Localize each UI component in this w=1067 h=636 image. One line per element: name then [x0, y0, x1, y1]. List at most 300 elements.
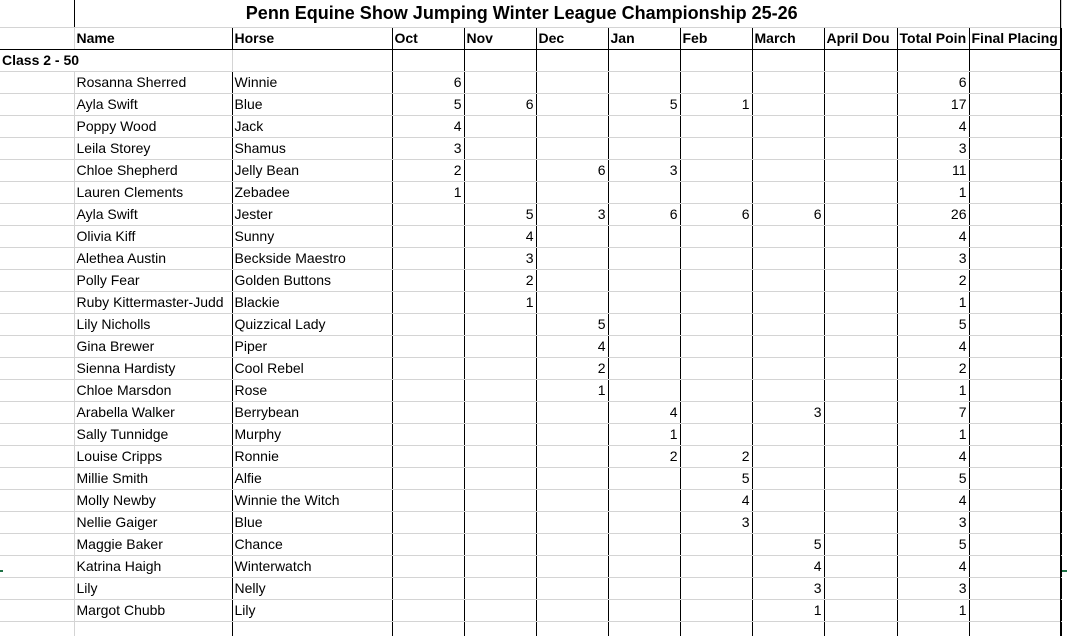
horse-name-cell[interactable]: Ronnie	[232, 445, 392, 467]
rider-name-cell[interactable]: Lily	[74, 577, 232, 599]
final-placing-cell[interactable]	[969, 445, 1061, 467]
row-index-cell[interactable]	[0, 489, 74, 511]
rider-name-cell[interactable]: Rosanna Sherred	[74, 71, 232, 93]
final-placing-cell[interactable]	[969, 577, 1061, 599]
feb-points-cell[interactable]: 4	[680, 489, 752, 511]
oct-points-cell[interactable]	[392, 203, 464, 225]
rider-name-cell[interactable]: Lauren Clements	[74, 181, 232, 203]
nov-points-cell[interactable]	[464, 159, 536, 181]
dec-points-cell[interactable]	[536, 467, 608, 489]
oct-points-cell[interactable]	[392, 533, 464, 555]
row-index-cell[interactable]	[0, 313, 74, 335]
oct-points-cell[interactable]	[392, 247, 464, 269]
jan-points-cell[interactable]	[608, 115, 680, 137]
march-points-cell[interactable]	[752, 137, 824, 159]
row-index-cell[interactable]	[0, 203, 74, 225]
final-placing-cell[interactable]	[969, 291, 1061, 313]
nov-points-cell[interactable]	[464, 577, 536, 599]
total-points-cell[interactable]: 3	[897, 577, 969, 599]
header-blank[interactable]	[0, 27, 74, 49]
final-placing-cell[interactable]	[969, 467, 1061, 489]
class-cell[interactable]	[824, 49, 897, 71]
row-index-cell[interactable]	[0, 335, 74, 357]
final-placing-cell[interactable]	[969, 313, 1061, 335]
oct-points-cell[interactable]: 1	[392, 181, 464, 203]
class-cell[interactable]	[752, 49, 824, 71]
sheet-title[interactable]: Penn Equine Show Jumping Winter League Championship 25-26	[74, 0, 969, 27]
april-points-cell[interactable]	[824, 115, 897, 137]
horse-name-cell[interactable]: Quizzical Lady	[232, 313, 392, 335]
oct-points-cell[interactable]: 3	[392, 137, 464, 159]
nov-points-cell[interactable]	[464, 555, 536, 577]
rider-name-cell[interactable]: Arabella Walker	[74, 401, 232, 423]
row-index-cell[interactable]	[0, 577, 74, 599]
dec-points-cell[interactable]	[536, 137, 608, 159]
feb-points-cell[interactable]: 2	[680, 445, 752, 467]
horse-name-cell[interactable]: Cool Rebel	[232, 357, 392, 379]
april-points-cell[interactable]	[824, 203, 897, 225]
march-points-cell[interactable]: 4	[752, 555, 824, 577]
dec-points-cell[interactable]	[536, 445, 608, 467]
row-index-cell[interactable]	[0, 181, 74, 203]
april-points-cell[interactable]	[824, 225, 897, 247]
feb-points-cell[interactable]	[680, 247, 752, 269]
horse-name-cell[interactable]: Shamus	[232, 137, 392, 159]
march-points-cell[interactable]	[752, 181, 824, 203]
total-points-cell[interactable]: 5	[897, 533, 969, 555]
oct-points-cell[interactable]	[392, 225, 464, 247]
dec-points-cell[interactable]	[536, 599, 608, 621]
rider-name-cell[interactable]: Louise Cripps	[74, 445, 232, 467]
feb-points-cell[interactable]	[680, 577, 752, 599]
jan-points-cell[interactable]	[608, 357, 680, 379]
oct-points-cell[interactable]	[392, 555, 464, 577]
dec-points-cell[interactable]	[536, 225, 608, 247]
march-points-cell[interactable]	[752, 489, 824, 511]
oct-points-cell[interactable]	[392, 467, 464, 489]
total-points-cell[interactable]: 3	[897, 511, 969, 533]
april-points-cell[interactable]	[824, 555, 897, 577]
horse-name-cell[interactable]: Winnie the Witch	[232, 489, 392, 511]
jan-points-cell[interactable]	[608, 71, 680, 93]
dec-points-cell[interactable]: 4	[536, 335, 608, 357]
nov-points-cell[interactable]: 1	[464, 291, 536, 313]
final-placing-cell[interactable]	[969, 423, 1061, 445]
row-index-cell[interactable]	[0, 225, 74, 247]
total-points-cell[interactable]: 3	[897, 247, 969, 269]
total-points-cell[interactable]: 11	[897, 159, 969, 181]
horse-name-cell[interactable]: Piper	[232, 335, 392, 357]
final-placing-cell[interactable]	[969, 181, 1061, 203]
march-points-cell[interactable]: 3	[752, 577, 824, 599]
feb-points-cell[interactable]	[680, 357, 752, 379]
total-points-cell[interactable]: 1	[897, 291, 969, 313]
feb-points-cell[interactable]	[680, 225, 752, 247]
rider-name-cell[interactable]: Gina Brewer	[74, 335, 232, 357]
oct-points-cell[interactable]	[392, 445, 464, 467]
horse-name-cell[interactable]: Winterwatch	[232, 555, 392, 577]
row-index-cell[interactable]	[0, 511, 74, 533]
header-oct[interactable]: Oct	[392, 27, 464, 49]
march-points-cell[interactable]: 3	[752, 401, 824, 423]
horse-name-cell[interactable]: Beckside Maestro	[232, 247, 392, 269]
april-points-cell[interactable]	[824, 445, 897, 467]
final-placing-cell[interactable]	[969, 159, 1061, 181]
total-points-cell[interactable]: 4	[897, 335, 969, 357]
april-points-cell[interactable]	[824, 247, 897, 269]
header-name[interactable]: Name	[74, 27, 232, 49]
rider-name-cell[interactable]: Chloe Marsdon	[74, 379, 232, 401]
jan-points-cell[interactable]	[608, 291, 680, 313]
april-points-cell[interactable]	[824, 93, 897, 115]
total-points-cell[interactable]: 6	[897, 71, 969, 93]
nov-points-cell[interactable]	[464, 445, 536, 467]
jan-points-cell[interactable]	[608, 313, 680, 335]
row-index-cell[interactable]	[0, 291, 74, 313]
rider-name-cell[interactable]: Margot Chubb	[74, 599, 232, 621]
final-placing-cell[interactable]	[969, 335, 1061, 357]
april-points-cell[interactable]	[824, 313, 897, 335]
horse-name-cell[interactable]: Zebadee	[232, 181, 392, 203]
horse-name-cell[interactable]: Alfie	[232, 467, 392, 489]
feb-points-cell[interactable]: 5	[680, 467, 752, 489]
jan-points-cell[interactable]	[608, 533, 680, 555]
feb-points-cell[interactable]	[680, 115, 752, 137]
rider-name-cell[interactable]: Millie Smith	[74, 467, 232, 489]
march-points-cell[interactable]	[752, 159, 824, 181]
feb-points-cell[interactable]	[680, 313, 752, 335]
empty-cell[interactable]	[680, 621, 752, 636]
feb-points-cell[interactable]	[680, 599, 752, 621]
march-points-cell[interactable]	[752, 115, 824, 137]
march-points-cell[interactable]	[752, 423, 824, 445]
final-placing-cell[interactable]	[969, 401, 1061, 423]
nov-points-cell[interactable]	[464, 489, 536, 511]
total-points-cell[interactable]: 4	[897, 445, 969, 467]
feb-points-cell[interactable]	[680, 71, 752, 93]
march-points-cell[interactable]	[752, 357, 824, 379]
empty-cell[interactable]	[969, 621, 1061, 636]
rider-name-cell[interactable]: Maggie Baker	[74, 533, 232, 555]
header-final[interactable]: Final Placing	[969, 27, 1061, 49]
empty-cell[interactable]	[608, 621, 680, 636]
horse-name-cell[interactable]: Blackie	[232, 291, 392, 313]
horse-name-cell[interactable]: Lily	[232, 599, 392, 621]
horse-name-cell[interactable]: Jelly Bean	[232, 159, 392, 181]
row-index-cell[interactable]	[0, 467, 74, 489]
horse-name-cell[interactable]: Blue	[232, 93, 392, 115]
empty-cell[interactable]	[232, 621, 392, 636]
header-jan[interactable]: Jan	[608, 27, 680, 49]
row-index-cell[interactable]	[0, 423, 74, 445]
april-points-cell[interactable]	[824, 181, 897, 203]
feb-points-cell[interactable]	[680, 335, 752, 357]
total-points-cell[interactable]: 7	[897, 401, 969, 423]
class-cell[interactable]	[608, 49, 680, 71]
final-placing-cell[interactable]	[969, 489, 1061, 511]
header-feb[interactable]: Feb	[680, 27, 752, 49]
nov-points-cell[interactable]	[464, 181, 536, 203]
april-points-cell[interactable]	[824, 599, 897, 621]
row-index-cell[interactable]	[0, 357, 74, 379]
nov-points-cell[interactable]	[464, 335, 536, 357]
empty-cell[interactable]	[897, 621, 969, 636]
horse-name-cell[interactable]: Golden Buttons	[232, 269, 392, 291]
rider-name-cell[interactable]: Sienna Hardisty	[74, 357, 232, 379]
row-index-cell[interactable]	[0, 93, 74, 115]
rider-name-cell[interactable]: Lily Nicholls	[74, 313, 232, 335]
class-label[interactable]: Class 2 - 50	[0, 49, 232, 71]
oct-points-cell[interactable]	[392, 599, 464, 621]
march-points-cell[interactable]: 1	[752, 599, 824, 621]
april-points-cell[interactable]	[824, 423, 897, 445]
march-points-cell[interactable]	[752, 247, 824, 269]
feb-points-cell[interactable]: 6	[680, 203, 752, 225]
total-points-cell[interactable]: 5	[897, 467, 969, 489]
total-points-cell[interactable]: 3	[897, 137, 969, 159]
jan-points-cell[interactable]	[608, 599, 680, 621]
jan-points-cell[interactable]	[608, 511, 680, 533]
jan-points-cell[interactable]	[608, 269, 680, 291]
april-points-cell[interactable]	[824, 335, 897, 357]
feb-points-cell[interactable]	[680, 533, 752, 555]
rider-name-cell[interactable]: Ruby Kittermaster-Judd	[74, 291, 232, 313]
row-index-cell[interactable]	[0, 555, 74, 577]
feb-points-cell[interactable]	[680, 423, 752, 445]
header-april[interactable]: April Dou	[824, 27, 897, 49]
feb-points-cell[interactable]	[680, 159, 752, 181]
class-cell[interactable]	[232, 49, 392, 71]
class-cell[interactable]	[897, 49, 969, 71]
oct-points-cell[interactable]	[392, 401, 464, 423]
horse-name-cell[interactable]: Jack	[232, 115, 392, 137]
final-placing-cell[interactable]	[969, 379, 1061, 401]
oct-points-cell[interactable]	[392, 489, 464, 511]
rider-name-cell[interactable]: Olivia Kiff	[74, 225, 232, 247]
horse-name-cell[interactable]: Chance	[232, 533, 392, 555]
horse-name-cell[interactable]: Berrybean	[232, 401, 392, 423]
april-points-cell[interactable]	[824, 401, 897, 423]
feb-points-cell[interactable]: 3	[680, 511, 752, 533]
feb-points-cell[interactable]	[680, 137, 752, 159]
jan-points-cell[interactable]	[608, 335, 680, 357]
final-placing-cell[interactable]	[969, 599, 1061, 621]
oct-points-cell[interactable]	[392, 269, 464, 291]
final-placing-cell[interactable]	[969, 511, 1061, 533]
total-points-cell[interactable]: 4	[897, 225, 969, 247]
nov-points-cell[interactable]	[464, 533, 536, 555]
row-index-cell[interactable]	[0, 115, 74, 137]
april-points-cell[interactable]	[824, 159, 897, 181]
nov-points-cell[interactable]: 3	[464, 247, 536, 269]
row-index-cell[interactable]	[0, 533, 74, 555]
jan-points-cell[interactable]: 1	[608, 423, 680, 445]
jan-points-cell[interactable]	[608, 555, 680, 577]
empty-cell[interactable]	[392, 621, 464, 636]
nov-points-cell[interactable]	[464, 423, 536, 445]
total-points-cell[interactable]: 4	[897, 489, 969, 511]
oct-points-cell[interactable]	[392, 335, 464, 357]
dec-points-cell[interactable]	[536, 115, 608, 137]
header-horse[interactable]: Horse	[232, 27, 392, 49]
horse-name-cell[interactable]: Winnie	[232, 71, 392, 93]
feb-points-cell[interactable]	[680, 181, 752, 203]
jan-points-cell[interactable]	[608, 181, 680, 203]
total-points-cell[interactable]: 26	[897, 203, 969, 225]
total-points-cell[interactable]: 1	[897, 181, 969, 203]
jan-points-cell[interactable]	[608, 247, 680, 269]
total-points-cell[interactable]: 2	[897, 357, 969, 379]
class-cell[interactable]	[969, 49, 1061, 71]
dec-points-cell[interactable]	[536, 489, 608, 511]
rider-name-cell[interactable]: Poppy Wood	[74, 115, 232, 137]
row-index-cell[interactable]	[0, 247, 74, 269]
march-points-cell[interactable]	[752, 291, 824, 313]
march-points-cell[interactable]	[752, 445, 824, 467]
final-placing-cell[interactable]	[969, 247, 1061, 269]
oct-points-cell[interactable]: 2	[392, 159, 464, 181]
dec-points-cell[interactable]	[536, 71, 608, 93]
header-march[interactable]: March	[752, 27, 824, 49]
march-points-cell[interactable]	[752, 379, 824, 401]
april-points-cell[interactable]	[824, 489, 897, 511]
horse-name-cell[interactable]: Blue	[232, 511, 392, 533]
oct-points-cell[interactable]	[392, 357, 464, 379]
horse-name-cell[interactable]: Jester	[232, 203, 392, 225]
oct-points-cell[interactable]	[392, 577, 464, 599]
total-points-cell[interactable]: 1	[897, 423, 969, 445]
feb-points-cell[interactable]: 1	[680, 93, 752, 115]
dec-points-cell[interactable]: 5	[536, 313, 608, 335]
jan-points-cell[interactable]	[608, 137, 680, 159]
march-points-cell[interactable]	[752, 511, 824, 533]
nov-points-cell[interactable]	[464, 379, 536, 401]
row-index-cell[interactable]	[0, 445, 74, 467]
title-cell-blank[interactable]	[0, 0, 74, 27]
nov-points-cell[interactable]	[464, 137, 536, 159]
april-points-cell[interactable]	[824, 511, 897, 533]
dec-points-cell[interactable]	[536, 555, 608, 577]
april-points-cell[interactable]	[824, 467, 897, 489]
jan-points-cell[interactable]: 2	[608, 445, 680, 467]
march-points-cell[interactable]	[752, 313, 824, 335]
row-index-cell[interactable]	[0, 159, 74, 181]
feb-points-cell[interactable]	[680, 401, 752, 423]
oct-points-cell[interactable]: 6	[392, 71, 464, 93]
march-points-cell[interactable]: 5	[752, 533, 824, 555]
march-points-cell[interactable]	[752, 71, 824, 93]
row-index-cell[interactable]	[0, 71, 74, 93]
jan-points-cell[interactable]	[608, 489, 680, 511]
rider-name-cell[interactable]: Katrina Haigh	[74, 555, 232, 577]
final-placing-cell[interactable]	[969, 269, 1061, 291]
class-cell[interactable]	[680, 49, 752, 71]
jan-points-cell[interactable]: 5	[608, 93, 680, 115]
dec-points-cell[interactable]	[536, 93, 608, 115]
rider-name-cell[interactable]: Ayla Swift	[74, 93, 232, 115]
final-placing-cell[interactable]	[969, 137, 1061, 159]
class-cell[interactable]	[392, 49, 464, 71]
nov-points-cell[interactable]	[464, 71, 536, 93]
april-points-cell[interactable]	[824, 577, 897, 599]
oct-points-cell[interactable]	[392, 291, 464, 313]
april-points-cell[interactable]	[824, 533, 897, 555]
header-dec[interactable]: Dec	[536, 27, 608, 49]
dec-points-cell[interactable]: 6	[536, 159, 608, 181]
dec-points-cell[interactable]	[536, 269, 608, 291]
dec-points-cell[interactable]: 3	[536, 203, 608, 225]
rider-name-cell[interactable]: Polly Fear	[74, 269, 232, 291]
dec-points-cell[interactable]	[536, 423, 608, 445]
april-points-cell[interactable]	[824, 269, 897, 291]
rider-name-cell[interactable]: Nellie Gaiger	[74, 511, 232, 533]
rider-name-cell[interactable]: Alethea Austin	[74, 247, 232, 269]
dec-points-cell[interactable]	[536, 291, 608, 313]
horse-name-cell[interactable]: Murphy	[232, 423, 392, 445]
nov-points-cell[interactable]	[464, 357, 536, 379]
feb-points-cell[interactable]	[680, 291, 752, 313]
nov-points-cell[interactable]	[464, 115, 536, 137]
horse-name-cell[interactable]: Sunny	[232, 225, 392, 247]
march-points-cell[interactable]	[752, 335, 824, 357]
dec-points-cell[interactable]	[536, 511, 608, 533]
final-placing-cell[interactable]	[969, 71, 1061, 93]
nov-points-cell[interactable]: 5	[464, 203, 536, 225]
april-points-cell[interactable]	[824, 357, 897, 379]
empty-cell[interactable]	[0, 621, 74, 636]
empty-cell[interactable]	[752, 621, 824, 636]
total-points-cell[interactable]: 17	[897, 93, 969, 115]
empty-cell[interactable]	[464, 621, 536, 636]
horse-name-cell[interactable]: Nelly	[232, 577, 392, 599]
april-points-cell[interactable]	[824, 291, 897, 313]
empty-cell[interactable]	[536, 621, 608, 636]
final-placing-cell[interactable]	[969, 555, 1061, 577]
total-points-cell[interactable]: 1	[897, 599, 969, 621]
nov-points-cell[interactable]	[464, 467, 536, 489]
header-nov[interactable]: Nov	[464, 27, 536, 49]
oct-points-cell[interactable]: 5	[392, 93, 464, 115]
nov-points-cell[interactable]	[464, 401, 536, 423]
horse-name-cell[interactable]: Rose	[232, 379, 392, 401]
empty-cell[interactable]	[74, 621, 232, 636]
jan-points-cell[interactable]	[608, 577, 680, 599]
march-points-cell[interactable]	[752, 225, 824, 247]
dec-points-cell[interactable]: 1	[536, 379, 608, 401]
nov-points-cell[interactable]	[464, 313, 536, 335]
jan-points-cell[interactable]	[608, 467, 680, 489]
oct-points-cell[interactable]	[392, 313, 464, 335]
nov-points-cell[interactable]	[464, 599, 536, 621]
final-placing-cell[interactable]	[969, 203, 1061, 225]
jan-points-cell[interactable]	[608, 225, 680, 247]
row-index-cell[interactable]	[0, 599, 74, 621]
feb-points-cell[interactable]	[680, 555, 752, 577]
total-points-cell[interactable]: 4	[897, 115, 969, 137]
march-points-cell[interactable]	[752, 467, 824, 489]
row-index-cell[interactable]	[0, 137, 74, 159]
rider-name-cell[interactable]: Ayla Swift	[74, 203, 232, 225]
final-placing-cell[interactable]	[969, 357, 1061, 379]
final-placing-cell[interactable]	[969, 225, 1061, 247]
dec-points-cell[interactable]: 2	[536, 357, 608, 379]
total-points-cell[interactable]: 1	[897, 379, 969, 401]
april-points-cell[interactable]	[824, 137, 897, 159]
nov-points-cell[interactable]: 6	[464, 93, 536, 115]
dec-points-cell[interactable]	[536, 181, 608, 203]
row-index-cell[interactable]	[0, 269, 74, 291]
dec-points-cell[interactable]	[536, 533, 608, 555]
